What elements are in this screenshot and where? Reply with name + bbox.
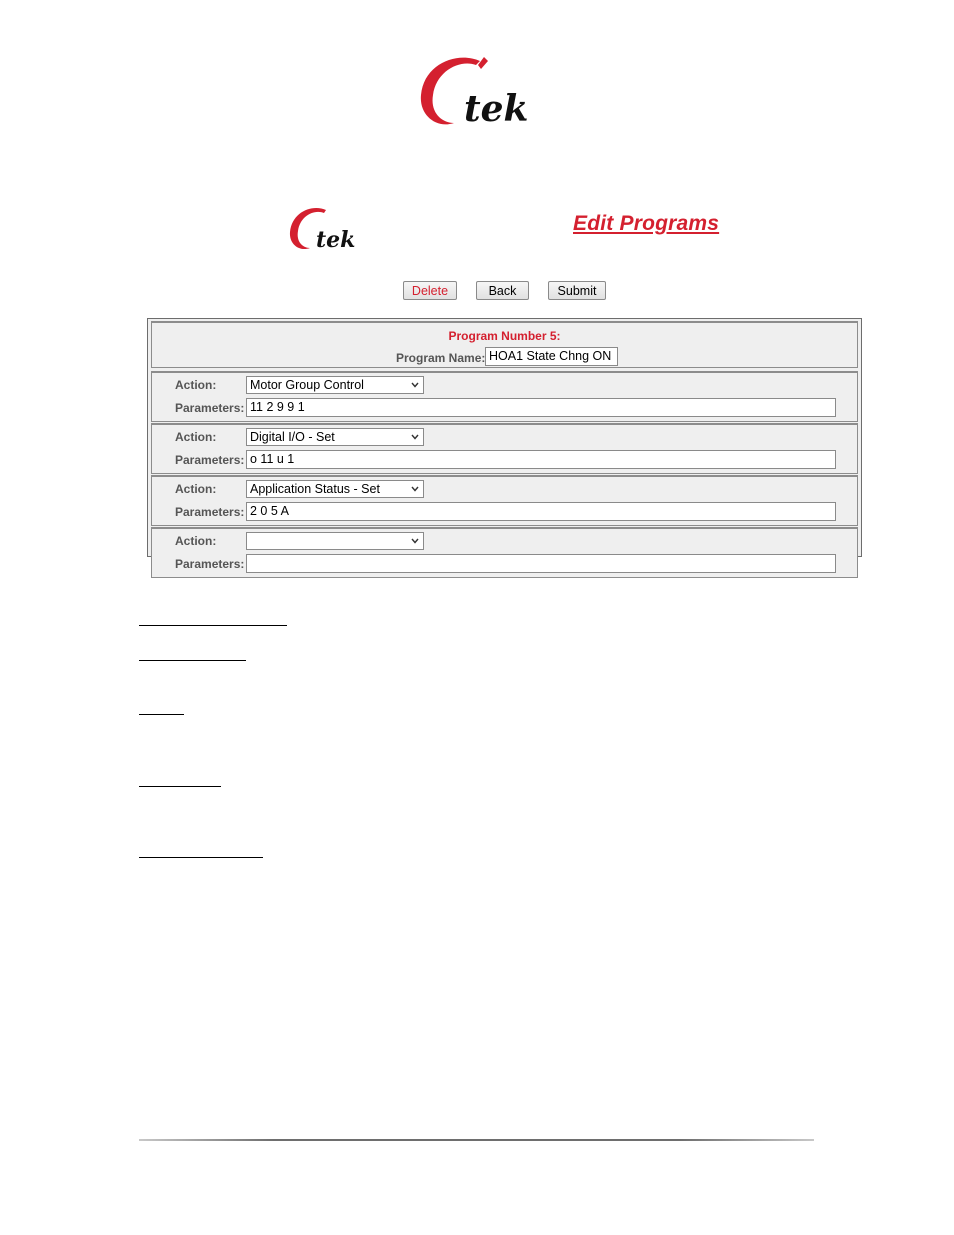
action-select-value: Motor Group Control	[250, 378, 364, 392]
footer-rule	[139, 1139, 814, 1141]
action-label: Action:	[175, 430, 217, 444]
parameters-label: Parameters:	[175, 557, 245, 571]
parameters-label: Parameters:	[175, 453, 245, 467]
action-select-value: Digital I/O - Set	[250, 430, 335, 444]
section-heading-underline	[139, 857, 263, 858]
ctek-logo-large	[418, 53, 538, 131]
parameters-input[interactable]: o 11 u 1	[246, 450, 836, 469]
parameters-label: Parameters:	[175, 401, 245, 415]
parameters-input[interactable]: 2 0 5 A	[246, 502, 836, 521]
program-name-label: Program Name:	[396, 351, 486, 365]
action-block	[151, 423, 858, 474]
parameters-label: Parameters:	[175, 505, 245, 519]
action-label: Action:	[175, 378, 217, 392]
action-block	[151, 475, 858, 526]
program-name-input[interactable]: HOA1 State Chng ON	[485, 347, 618, 366]
delete-button[interactable]: Delete	[403, 281, 457, 300]
svg-text:tek: tek	[464, 88, 529, 130]
parameters-input[interactable]	[246, 554, 836, 573]
action-label: Action:	[175, 534, 217, 548]
parameters-input[interactable]: 11 2 9 9 1	[246, 398, 836, 417]
submit-button[interactable]: Submit	[548, 281, 606, 300]
action-select[interactable]	[246, 376, 424, 394]
action-select[interactable]	[246, 532, 424, 550]
chevron-down-icon	[410, 535, 420, 547]
section-heading-underline	[139, 660, 246, 661]
section-heading-underline	[139, 786, 221, 787]
page-title: Edit Programs	[573, 212, 720, 235]
svg-text:tek: tek	[316, 227, 356, 253]
chevron-down-icon	[410, 483, 420, 495]
chevron-down-icon	[410, 379, 420, 391]
chevron-down-icon	[410, 431, 420, 443]
action-select[interactable]	[246, 428, 424, 446]
program-header	[151, 321, 858, 368]
action-block	[151, 527, 858, 578]
action-label: Action:	[175, 482, 217, 496]
section-heading-underline	[139, 714, 184, 715]
program-form	[147, 318, 862, 571]
section-heading-underline	[139, 625, 287, 626]
action-block	[151, 371, 858, 422]
ctek-logo-small	[288, 205, 364, 253]
action-select[interactable]	[246, 480, 424, 498]
back-button[interactable]: Back	[476, 281, 529, 300]
program-number: Program Number 5:	[448, 329, 561, 343]
action-select-value: Application Status - Set	[250, 482, 380, 496]
